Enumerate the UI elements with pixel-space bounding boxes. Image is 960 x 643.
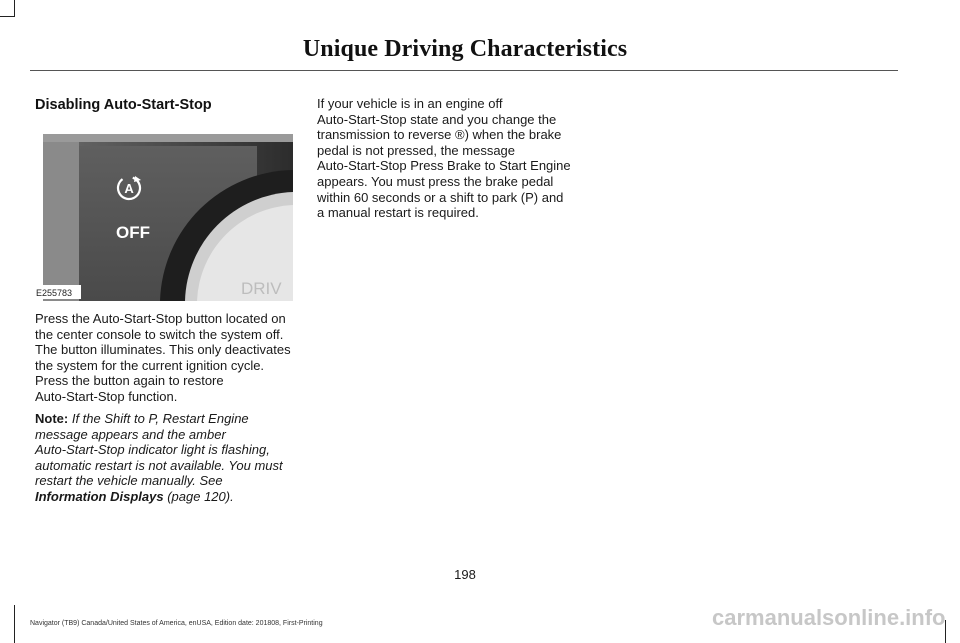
watermark: carmanualsonline.info [712,605,946,630]
paragraph-line: pedal is not pressed, the message [317,142,516,158]
paragraph-line: appears. You must press the brake pedal [317,173,554,189]
paragraph-line: Auto-Start-Stop state and you change the [317,111,557,127]
page-number: 198 [454,567,476,582]
page-title: Unique Driving Characteristics [302,36,628,62]
page-reference: (page 120). [167,488,234,504]
note-line: restart the vehicle manually. See [35,473,223,489]
crop-mark-top-left-h [0,16,15,17]
paragraph-line: Press the Auto-Start-Stop button located on [35,311,286,326]
note-block [35,411,325,505]
paragraph-line: transmission to reverse ®) when the brake [317,127,562,143]
crop-mark-bottom-left-v [14,605,15,643]
off-label: OFF [116,223,150,242]
paragraph-line: Auto-Start-Stop function. [35,388,178,404]
note-label: Note: [35,411,69,426]
paragraph-line: The button illuminates. This only deactivates [35,342,291,358]
section-heading: Disabling Auto-Start-Stop [35,97,212,113]
paragraph-line: a manual restart is required. [317,205,479,221]
drive-background-text: DRIV [241,279,282,298]
paragraph-line: Auto-Start-Stop Press Brake to Start Engine [317,158,571,174]
paragraph-line: the center console to switch the system off. [35,326,284,342]
auto-start-stop-figure [35,120,293,301]
note-line: automatic restart is not available. You must [35,457,283,473]
paragraph-line: within 60 seconds or a shift to park (P) and [317,189,564,205]
paragraph-line: If your vehicle is in an engine off [317,96,503,111]
paragraph-line: the system for the current ignition cycle. [35,357,265,373]
note-line: message appears and the amber [35,426,226,442]
left-paragraph [35,311,315,405]
paragraph-line: Press the button again to restore [35,373,224,389]
figure-caption: E255783 [36,288,73,298]
information-displays-link[interactable]: Information Displays [35,488,164,504]
header-rule [30,70,898,71]
crop-mark-top-left-v [14,0,15,16]
right-paragraph [317,96,617,221]
footer-edition-text: Navigator (TB9) Canada/United States of America, enUSA, Edition date: 201808, First-Printing [30,620,323,627]
note-line: Auto-Start-Stop indicator light is flashing, [35,442,270,458]
svg-text:A: A [124,181,134,196]
note-line: If the Shift to P, Restart Engine [71,411,249,426]
